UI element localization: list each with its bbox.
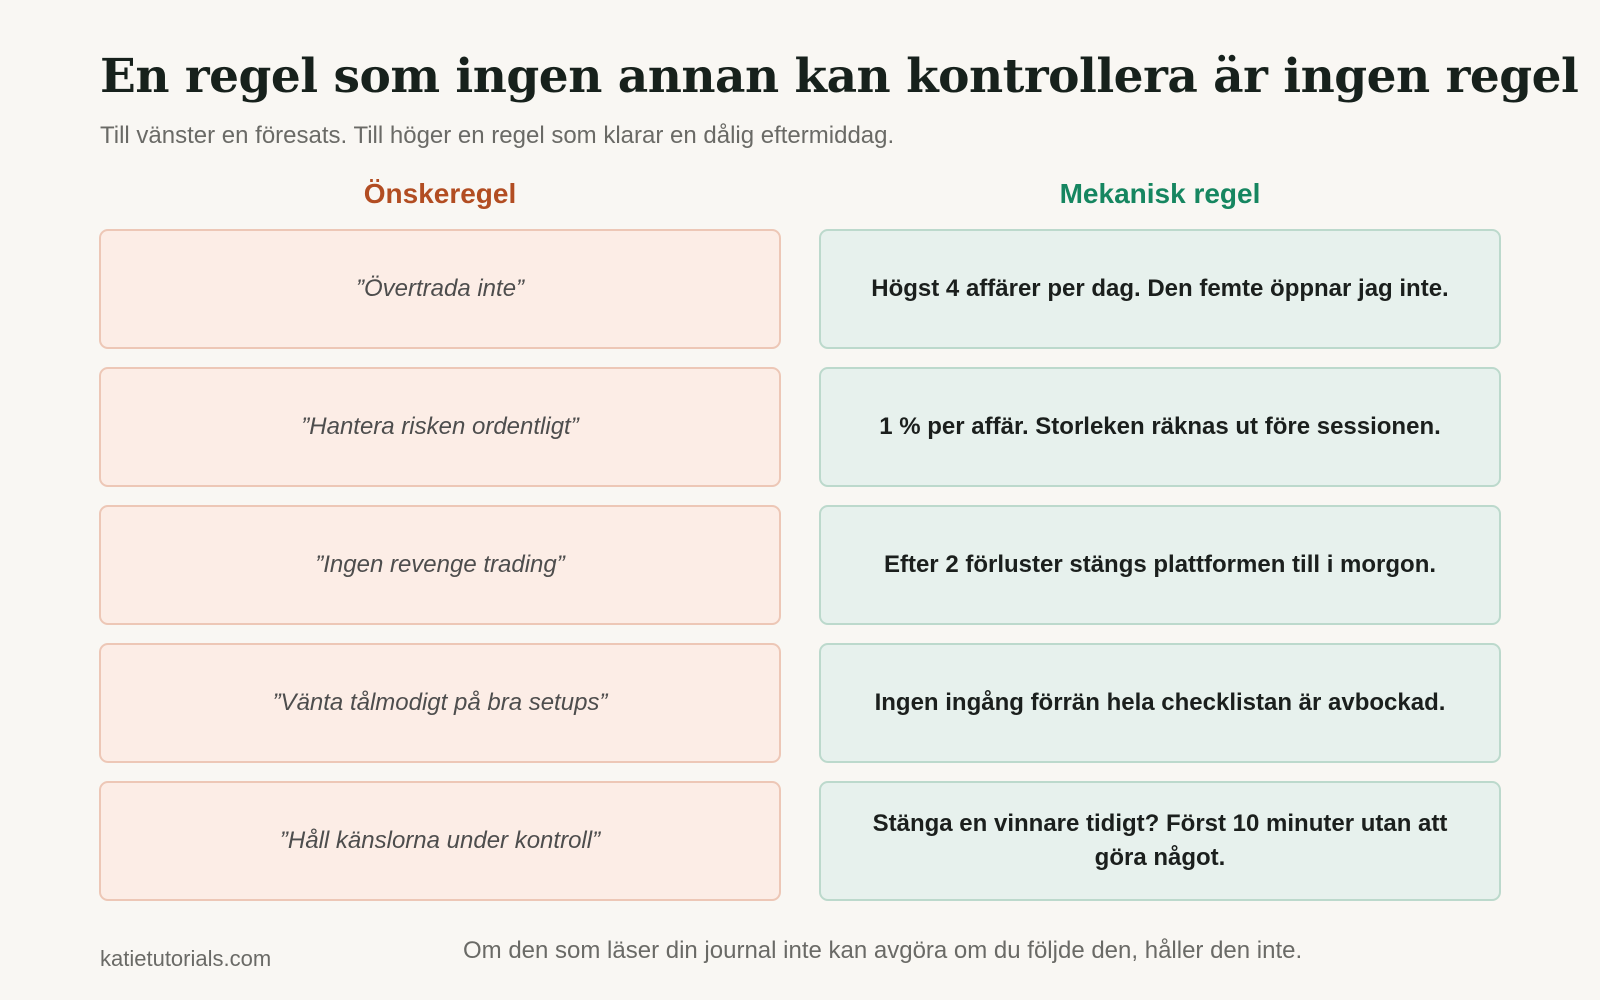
footer-note: Om den som läser din journal inte kan avgöra om du följde den, håller den inte. [463, 937, 1303, 964]
wish-rule-card [99, 505, 781, 625]
mechanical-rule-heading: Mekanisk regel [1059, 178, 1261, 209]
mechanical-rule-card [819, 367, 1501, 487]
mechanical-rule-text: Efter 2 förluster stängs plattformen till i morgon. [883, 551, 1437, 578]
wish-rule-card [99, 781, 781, 901]
site-credit: katietutorials.com [100, 946, 272, 971]
mechanical-rule-list [819, 229, 1501, 901]
wish-rule-card [99, 367, 781, 487]
mechanical-rule-text: Stänga en vinnare tidigt? Först 10 minuter utan att göra något. [872, 810, 1448, 871]
mechanical-rule-text: Högst 4 affärer per dag. Den femte öppnar jag inte. [871, 275, 1449, 302]
wish-rule-text: ”Övertrada inte” [355, 275, 525, 302]
wish-rule-text: ”Vänta tålmodigt på bra setups” [272, 689, 608, 716]
wish-rule-card [99, 229, 781, 349]
wish-rule-text: ”Håll känslorna under kontroll” [279, 827, 601, 854]
page-subtitle: Till vänster en föresats. Till höger en regel som klarar en dålig eftermiddag. [100, 122, 895, 149]
mechanical-rule-card [819, 781, 1501, 901]
wish-rule-heading: Önskeregel [363, 178, 517, 209]
mechanical-rule-card [819, 229, 1501, 349]
wish-rule-text: ”Ingen revenge trading” [315, 551, 565, 578]
wish-rule-card [99, 643, 781, 763]
page-title: En regel som ingen annan kan kontrollera är ingen regel [100, 49, 1579, 104]
mechanical-rule-card [819, 643, 1501, 763]
mechanical-rule-text: Ingen ingång förrän hela checklistan är avbockad. [874, 689, 1446, 716]
mechanical-rule-text: 1 % per affär. Storleken räknas ut före sessionen. [879, 413, 1441, 440]
wish-rule-text: ”Hantera risken ordentligt” [301, 413, 579, 440]
mechanical-rule-card [819, 505, 1501, 625]
wish-rule-list [99, 229, 781, 901]
